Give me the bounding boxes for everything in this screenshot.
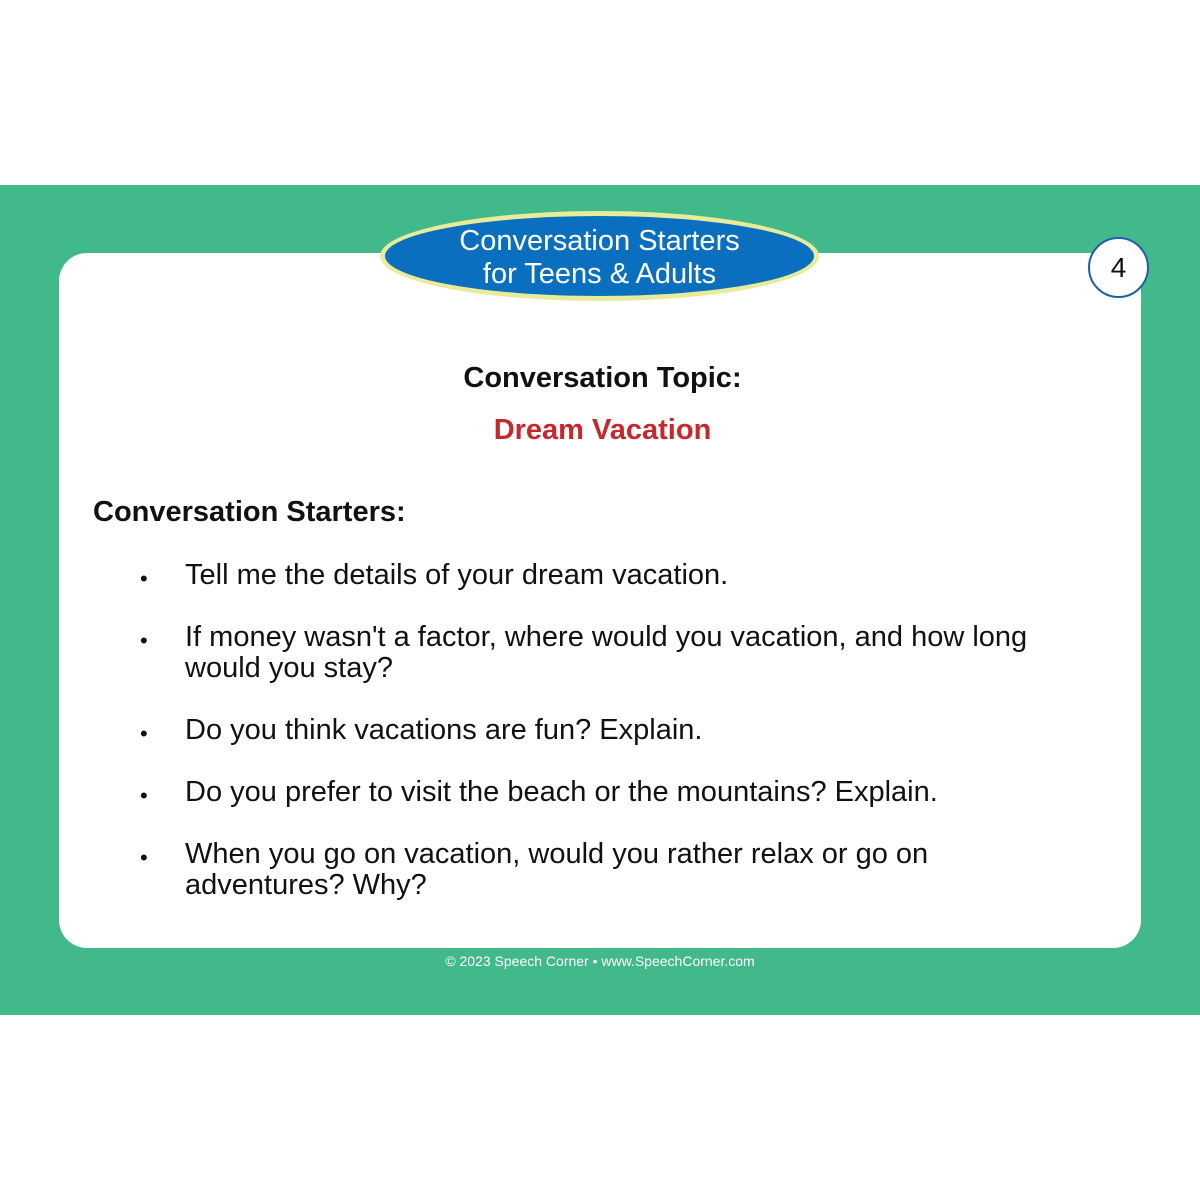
- title-banner: [380, 211, 819, 301]
- copyright-footer: © 2023 Speech Corner • www.SpeechCorner.com: [445, 953, 755, 969]
- bullet-icon: •: [140, 783, 148, 808]
- starters-heading: Conversation Starters:: [93, 496, 406, 528]
- card-number-badge: 4: [1088, 237, 1149, 298]
- bullet-icon: •: [140, 845, 148, 870]
- banner-line-2: for Teens & Adults: [482, 258, 717, 290]
- bullet-icon: •: [140, 721, 148, 746]
- banner-line-1: Conversation Starters: [459, 225, 740, 257]
- list-item-line: When you go on vacation, would you rather relax or go on: [185, 838, 929, 870]
- list-item-line: Tell me the details of your dream vacation.: [185, 559, 729, 591]
- list-item: [185, 560, 1105, 591]
- list-item-line: If money wasn't a factor, where would you vacation, and how long: [185, 621, 1028, 653]
- list-item-line: Do you think vacations are fun? Explain.: [185, 714, 703, 746]
- topic-title: Dream Vacation: [493, 414, 712, 446]
- list-item-line: Do you prefer to visit the beach or the mountains? Explain.: [185, 776, 938, 808]
- list-item: [185, 622, 1105, 684]
- list-item: [185, 839, 1105, 901]
- list-item-line: would you stay?: [185, 652, 393, 684]
- bullet-icon: •: [140, 566, 148, 591]
- bullet-icon: •: [140, 628, 148, 653]
- list-item: [185, 777, 1105, 808]
- topic-heading: Conversation Topic:: [463, 362, 742, 394]
- list-item: [185, 715, 1105, 746]
- list-item-line: adventures? Why?: [185, 869, 427, 901]
